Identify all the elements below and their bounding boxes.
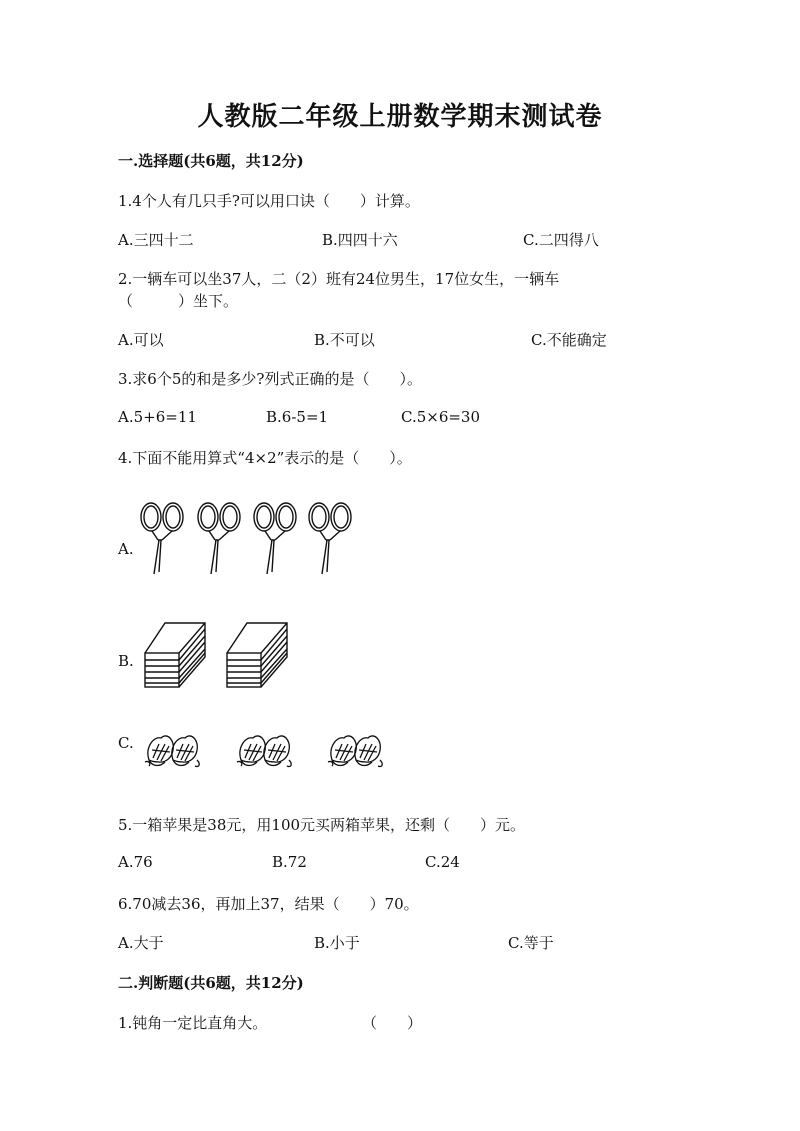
page-title: 人教版二年级上册数学期末测试卷 [197,102,603,132]
q6-option-a: A.大于 [118,934,164,952]
q1-option-a: A.三四十二 [118,231,194,249]
q1-option-c: C.二四得八 [523,231,599,249]
balloon-pair [254,503,296,574]
question-3: 3.求6个5的和是多少?列式正确的是（ ）。 [118,370,422,388]
balloons-image [138,500,360,578]
question-6: 6.70减去36，再加上37，结果（ ）70。 [118,895,419,913]
peach-pair [145,736,199,767]
q6-option-c: C.等于 [508,934,554,952]
book-stack [227,623,287,687]
judgment-question-1: 1.钝角一定比直角大。 [118,1014,268,1032]
question-2-line2: （ ）坐下。 [118,292,239,310]
section-heading-choice: 一.选择题(共6题，共12分) [118,152,304,170]
peach-pair [328,736,382,767]
balloon-pair [141,503,183,574]
peach-pair [237,736,291,767]
q5-option-b: B.72 [272,853,307,871]
q1-option-b: B.四四十六 [322,231,398,249]
q3-option-a: A.5+6=11 [118,408,197,426]
book-stacks-image [143,620,293,690]
q3-option-b: B.6-5=1 [266,408,329,426]
balloon-pair [309,503,351,574]
judgment-answer-blank: （ ） [362,1014,423,1032]
question-1: 1.4个人有几只手?可以用口诀（ ）计算。 [118,192,420,210]
q4-option-a: A. [118,540,134,558]
q5-option-a: A.76 [118,853,153,871]
book-stack [145,623,205,687]
question-5: 5.一箱苹果是38元，用100元买两箱苹果，还剩（ ）元。 [118,816,526,834]
q2-option-c: C.不能确定 [531,331,607,349]
q2-option-b: B.不可以 [314,331,375,349]
peaches-image [145,730,395,770]
q6-option-b: B.小于 [314,934,360,952]
q4-option-b: B. [118,652,134,670]
question-2-line1: 2.一辆车可以坐37人，二（2）班有24位男生，17位女生，一辆车 [118,270,560,288]
q2-option-a: A.可以 [118,331,164,349]
question-4: 4.下面不能用算式“4×2”表示的是（ ）。 [118,449,412,467]
q4-option-c: C. [118,734,134,752]
q3-option-c: C.5×6=30 [401,408,481,426]
section-heading-judgment: 二.判断题(共6题，共12分) [118,974,304,992]
q5-option-c: C.24 [425,853,460,871]
balloon-pair [198,503,240,574]
